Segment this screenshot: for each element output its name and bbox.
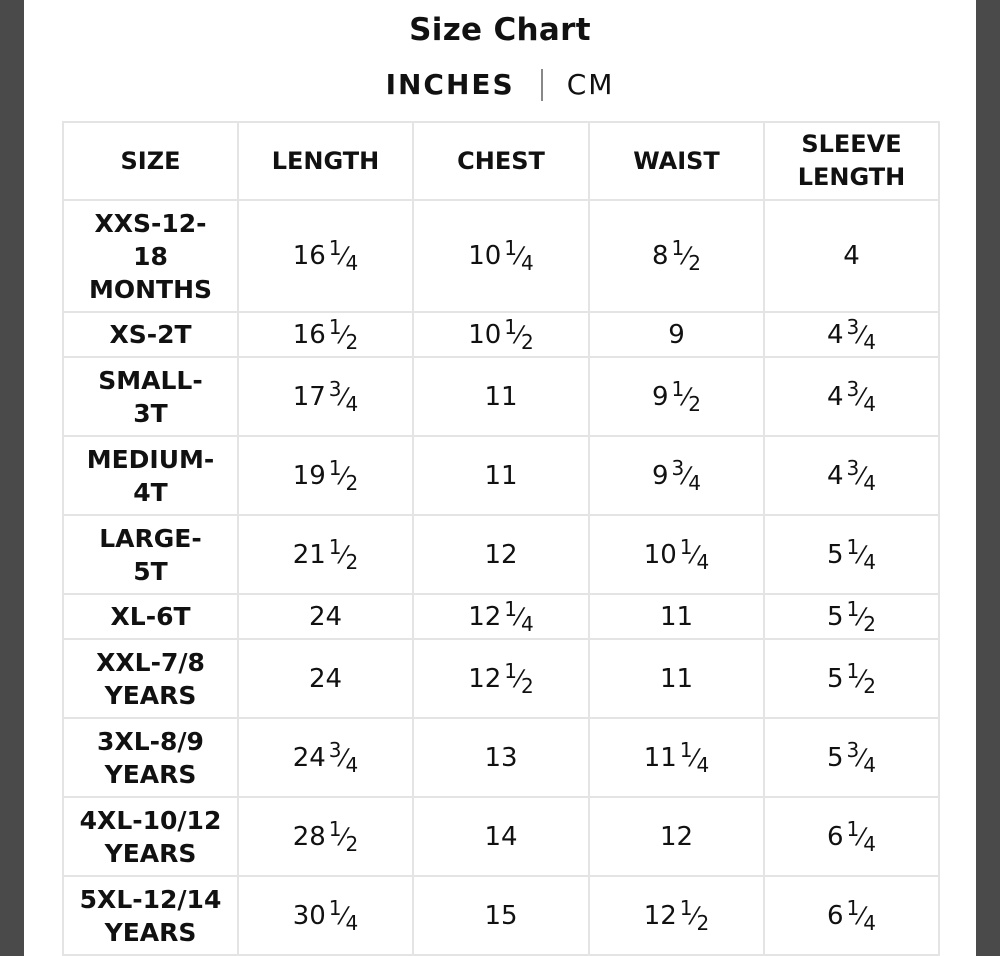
row-size-label: 4XL-10/12 YEARS xyxy=(63,797,238,876)
row-waist-value: 9 xyxy=(589,312,764,357)
column-header-waist: WAIST xyxy=(589,122,764,200)
row-waist-value: 9 3⁄4 xyxy=(589,436,764,515)
row-sleeve-value: 5 1⁄4 xyxy=(764,515,939,594)
row-size-label: MEDIUM-4T xyxy=(63,436,238,515)
row-size-label: XS-2T xyxy=(63,312,238,357)
table-row xyxy=(63,515,939,594)
row-chest-value: 12 1⁄4 xyxy=(413,594,589,639)
row-length-value: 16 1⁄4 xyxy=(238,200,413,312)
row-waist-value: 12 1⁄2 xyxy=(589,876,764,955)
row-length-value: 24 3⁄4 xyxy=(238,718,413,797)
table-row xyxy=(63,718,939,797)
row-waist-value: 11 xyxy=(589,639,764,718)
row-waist-value: 10 1⁄4 xyxy=(589,515,764,594)
row-size-label: XL-6T xyxy=(63,594,238,639)
row-sleeve-value: 5 1⁄2 xyxy=(764,639,939,718)
unit-inches-option[interactable]: INCHES xyxy=(385,68,515,101)
row-sleeve-value: 5 1⁄2 xyxy=(764,594,939,639)
row-sleeve-value: 6 1⁄4 xyxy=(764,876,939,955)
row-chest-value: 10 1⁄4 xyxy=(413,200,589,312)
row-length-value: 28 1⁄2 xyxy=(238,797,413,876)
row-chest-value: 12 xyxy=(413,515,589,594)
row-length-value: 24 xyxy=(238,594,413,639)
row-chest-value: 13 xyxy=(413,718,589,797)
table-row xyxy=(63,312,939,357)
row-length-value: 16 1⁄2 xyxy=(238,312,413,357)
row-waist-value: 9 1⁄2 xyxy=(589,357,764,436)
size-chart-panel xyxy=(24,0,976,956)
row-sleeve-value: 5 3⁄4 xyxy=(764,718,939,797)
row-length-value: 19 1⁄2 xyxy=(238,436,413,515)
table-row xyxy=(63,436,939,515)
table-row xyxy=(63,639,939,718)
row-waist-value: 8 1⁄2 xyxy=(589,200,764,312)
table-row xyxy=(63,200,939,312)
row-length-value: 30 1⁄4 xyxy=(238,876,413,955)
row-length-value: 17 3⁄4 xyxy=(238,357,413,436)
row-size-label: LARGE-5T xyxy=(63,515,238,594)
row-chest-value: 14 xyxy=(413,797,589,876)
row-sleeve-value: 4 xyxy=(764,200,939,312)
row-chest-value: 15 xyxy=(413,876,589,955)
row-sleeve-value: 4 3⁄4 xyxy=(764,312,939,357)
left-gutter xyxy=(0,0,24,956)
row-waist-value: 11 xyxy=(589,594,764,639)
row-sleeve-value: 4 3⁄4 xyxy=(764,357,939,436)
unit-cm-option[interactable]: CM xyxy=(566,68,615,101)
row-length-value: 21 1⁄2 xyxy=(238,515,413,594)
row-waist-value: 11 1⁄4 xyxy=(589,718,764,797)
row-chest-value: 11 xyxy=(413,357,589,436)
table-row xyxy=(63,357,939,436)
row-size-label: 3XL-8/9 YEARS xyxy=(63,718,238,797)
unit-toggle xyxy=(24,68,976,101)
column-header-length: LENGTH xyxy=(238,122,413,200)
column-header-size: SIZE xyxy=(63,122,238,200)
page-title: Size Chart xyxy=(409,12,591,48)
row-size-label: XXS-12-18 MONTHS xyxy=(63,200,238,312)
table-row xyxy=(63,876,939,955)
right-gutter xyxy=(976,0,1000,956)
row-sleeve-value: 4 3⁄4 xyxy=(764,436,939,515)
row-waist-value: 12 xyxy=(589,797,764,876)
row-size-label: XXL-7/8 YEARS xyxy=(63,639,238,718)
row-size-label: SMALL-3T xyxy=(63,357,238,436)
row-length-value: 24 xyxy=(238,639,413,718)
row-chest-value: 11 xyxy=(413,436,589,515)
table-row xyxy=(63,797,939,876)
row-chest-value: 10 1⁄2 xyxy=(413,312,589,357)
column-header-chest: CHEST xyxy=(413,122,589,200)
column-header-sleeve-length: SLEEVE LENGTH xyxy=(764,122,939,200)
row-sleeve-value: 6 1⁄4 xyxy=(764,797,939,876)
table-header-row xyxy=(63,122,939,200)
table-row xyxy=(63,594,939,639)
row-chest-value: 12 1⁄2 xyxy=(413,639,589,718)
row-size-label: 5XL-12/14 YEARS xyxy=(63,876,238,955)
size-table xyxy=(62,121,940,956)
